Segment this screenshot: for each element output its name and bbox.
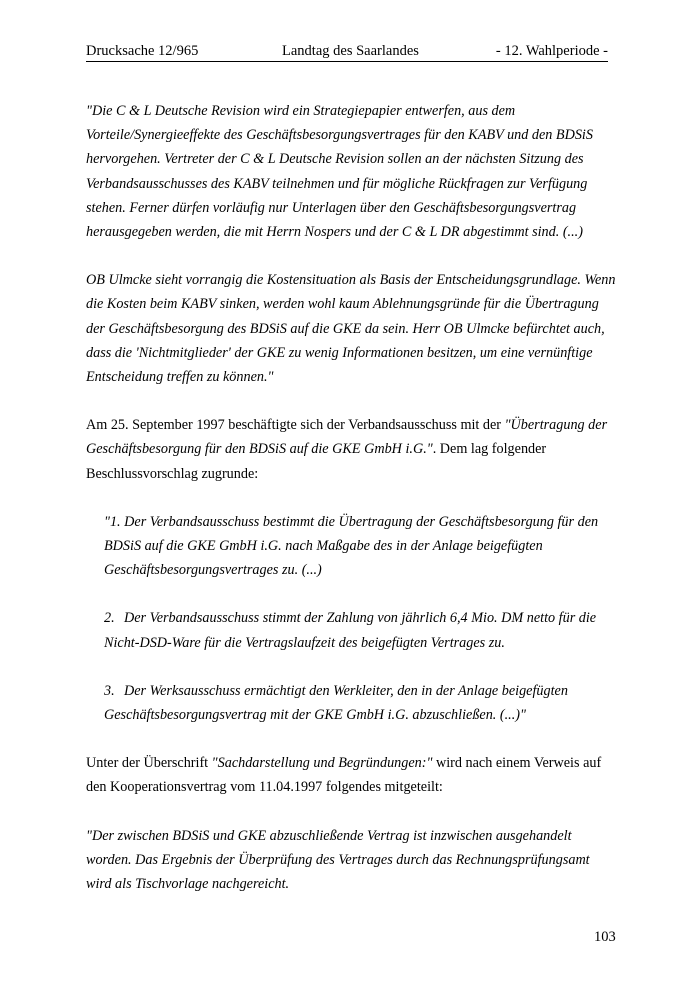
document-number: Drucksache 12/965 [86, 43, 199, 59]
paragraph-text: Am 25. September 1997 beschäftigte sich der Verbandsausschuss mit der [86, 417, 505, 434]
resolution-item-3 [104, 679, 616, 727]
item-text: Der Werksausschuss ermächtigt den Werkleiter, den in der Anlage beigefügten Geschäftsbesorgungsvertrag mit der GKE GmbH i.G. abzuschließen. (...)" [104, 682, 568, 724]
item-text: Der Verbandsausschuss stimmt der Zahlung von jährlich 6,4 Mio. DM netto für die Nicht-DSD-Ware für die Vertragslaufzeit des beigefügten Vertrages zu. [104, 610, 597, 651]
paragraph-text: wird nach einem Verweis auf den Kooperationsvertrag vom 11.04.1997 folgendes mitgeteilt: [86, 755, 602, 796]
legislative-period: - 12. Wahlperiode - [495, 43, 608, 59]
resolution-item-2 [104, 606, 616, 654]
paragraph-committee-session [86, 413, 616, 486]
page-header [86, 42, 608, 62]
paragraph-text: . Dem lag folgender Beschlussvorschlag zugrunde: [86, 441, 547, 482]
paragraph-heading-reference [86, 751, 616, 799]
page-number: 103 [594, 929, 616, 945]
item-number: 3. [104, 682, 115, 699]
paragraph-text: Unter der Überschrift [86, 755, 212, 772]
quoted-agenda-item: "Übertragung der Geschäftsbesorgung für den BDSiS auf die GKE GmbH i.G." [86, 417, 608, 458]
quote-paragraph-contract: "Der zwischen BDSiS und GKE abzuschließende Vertrag ist inzwischen ausgehandelt worden. Das Ergebnis der Überprüfung des Vertrages durch das Rechnungsprüfungsamt wird als Tischvorlage nachgereicht. [86, 827, 590, 893]
parliament-name: Landtag des Saarlandes [282, 43, 419, 59]
item-number: 2. [104, 610, 115, 627]
quote-paragraph-strategy: "Die C & L Deutsche Revision wird ein Strategiepapier entwerfen, aus dem Vorteile/Synergieeffekte des Geschäftsbesorgungsvertrages für den KABV und den BDSiS hervorgehen. Vertreter der C & L Deutsche Revision sollen an der nächsten Sitzung des Verbandsausschusses des KABV teilnehmen und für mögliche Rückfragen zur Verfügung stehen. Ferner dürfen vorläufig nur Unterlagen über den Geschäftsbesorgungsvertrag herausgegeben werden, die mit Herrn Nospers und der C & L DR abgestimmt sind. (...) [86, 103, 593, 241]
document-body [86, 99, 616, 896]
quote-paragraph-costs: OB Ulmcke sieht vorrangig die Kostensituation als Basis der Entscheidungsgrundlage. Wenn die Kosten beim KABV sinken, werden wohl kaum Ablehnungsgründe für die Übertragung der Geschäftsbesorgung des BDSiS auf die GKE da sein. Herr OB Ulmcke befürchtet auch, dass die 'Nichtmitglieder' der GKE zu wenig Informationen besitzen, um eine vernünftige Entscheidung treffen zu können." [86, 272, 616, 386]
resolution-item-1: "1. Der Verbandsausschuss bestimmt die Übertragung der Geschäftsbesorgung für den BDSiS auf die GKE GmbH i.G. nach Maßgabe des in der Anlage beigefügten Geschäftsbesorgungsvertrages zu. (...) [104, 513, 599, 579]
quoted-heading: "Sachdarstellung und Begründungen:" [211, 755, 433, 772]
